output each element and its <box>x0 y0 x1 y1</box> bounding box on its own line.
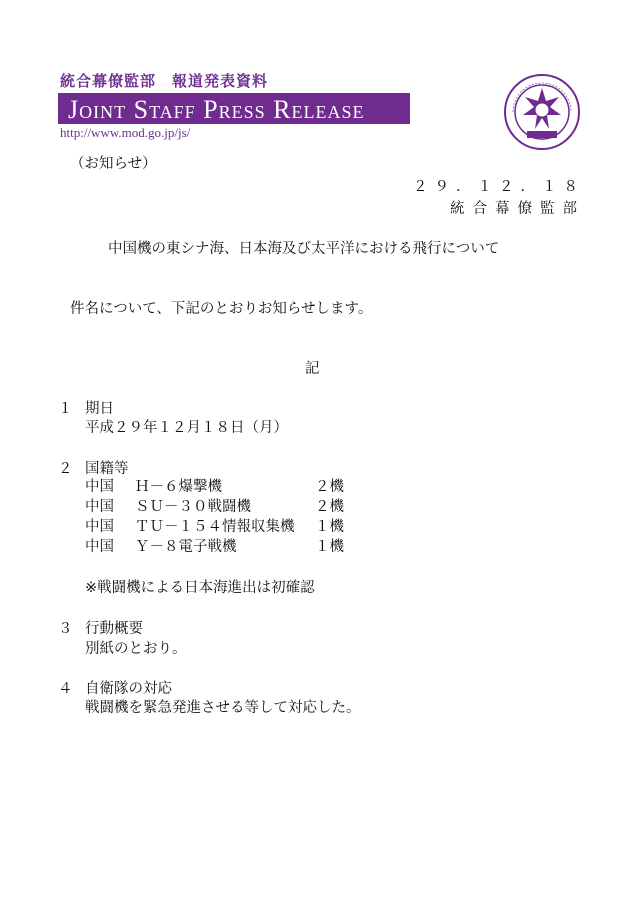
ki-heading: 記 <box>305 361 320 377</box>
section-1-heading: 期日 <box>85 401 114 417</box>
aircraft-row <box>85 517 344 537</box>
aircraft-type: ＴＵ－１５４情報収集機 <box>135 519 295 535</box>
aircraft-table <box>85 477 344 557</box>
section-4-number: ４ <box>58 681 73 697</box>
aircraft-row <box>85 477 344 497</box>
section-4-heading: 自衛隊の対応 <box>85 681 172 697</box>
aircraft-count: １機 <box>315 539 344 555</box>
section-1-number: １ <box>58 401 73 417</box>
section-3-heading: 行動概要 <box>85 621 143 637</box>
section-2-note: ※戦闘機による日本海進出は初確認 <box>85 580 315 596</box>
section-2-number: ２ <box>58 461 73 477</box>
aircraft-country: 中国 <box>85 499 114 515</box>
issuer: 統合幕僚監部 <box>450 201 585 217</box>
section-3-body: 別紙のとおり。 <box>85 641 187 657</box>
aircraft-count: １機 <box>315 519 344 535</box>
section-2-heading: 国籍等 <box>85 461 129 477</box>
aircraft-type: Ｙ－８電子戦機 <box>135 539 237 555</box>
aircraft-count: ２機 <box>315 479 344 495</box>
document-title: 中国機の東シナ海、日本海及び太平洋における飛行について <box>108 241 500 257</box>
aircraft-country: 中国 <box>85 519 114 535</box>
section-3-number: ３ <box>58 621 73 637</box>
aircraft-country: 中国 <box>85 479 114 495</box>
release-date: ２９．１２．１８ <box>413 179 585 195</box>
website-link[interactable]: http://www.mod.go.jp/js/ <box>60 125 191 140</box>
press-release-header-jp: 統合幕僚監部 報道発表資料 <box>60 72 269 90</box>
banner-title: Joint Staff Press Release <box>68 95 365 124</box>
section-1-body: 平成２９年１２月１８日（月） <box>85 420 288 436</box>
press-release-banner <box>58 93 410 124</box>
aircraft-country: 中国 <box>85 539 114 555</box>
notice-label: （お知らせ） <box>70 156 157 172</box>
section-4-body: 戦闘機を緊急発進させる等して対応した。 <box>85 700 361 716</box>
aircraft-type: Ｈ－６爆撃機 <box>135 479 222 495</box>
aircraft-count: ２機 <box>315 499 344 515</box>
intro-text: 件名について、下記のとおりお知らせします。 <box>70 301 373 317</box>
aircraft-type: ＳＵ－３０戦闘機 <box>135 499 251 515</box>
joint-staff-seal-logo <box>503 73 581 151</box>
aircraft-row <box>85 497 344 517</box>
aircraft-row <box>85 537 344 557</box>
